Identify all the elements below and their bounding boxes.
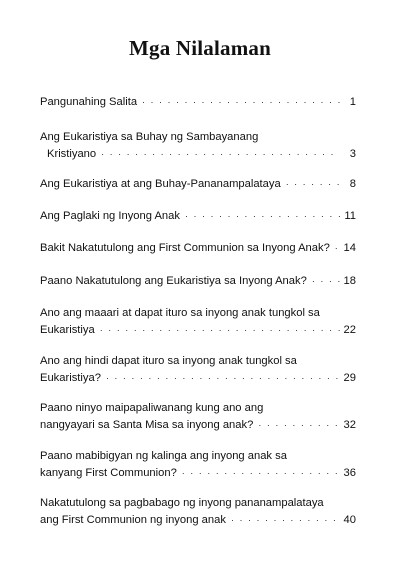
toc-page-number: 3: [349, 148, 356, 160]
toc-page-number: 22: [343, 324, 356, 336]
toc-page-number: 8: [349, 178, 356, 190]
page-title: Mga Nilalaman: [128, 36, 271, 60]
toc-page-number: 32: [343, 419, 356, 431]
dot-leader: [100, 322, 340, 339]
toc-entry: [40, 273, 356, 290]
dot-leader: [312, 273, 340, 290]
dot-leader: [142, 94, 340, 111]
dot-leader: [182, 465, 340, 482]
toc-entry: [40, 208, 356, 225]
toc-entry-title-line1: Ano ang maaari at dapat ituro sa inyong anak tungkol sa: [40, 307, 320, 319]
toc-entry: [40, 176, 356, 193]
dot-leader: [101, 146, 340, 163]
toc-entry: [40, 305, 356, 339]
toc-entry-title: Ang Eukaristiya at ang Buhay-Pananampalataya: [40, 178, 281, 190]
toc-entry-title-line2: ang First Communion ng inyong anak: [40, 514, 226, 526]
toc-page-number: 14: [343, 242, 356, 254]
dot-leader: [286, 176, 340, 193]
toc-entry: [40, 495, 356, 529]
toc-entry-title-line1: Paano ninyo maipapaliwanang kung ano ang: [40, 402, 264, 414]
toc-page-number: 40: [343, 514, 356, 526]
toc-page-number: 18: [343, 275, 356, 287]
toc-entry-title: Pangunahing Salita: [40, 96, 138, 108]
toc-entry-title: Bakit Nakatutulong ang First Communion sa Inyong Anak?: [40, 242, 330, 254]
toc-page-number: 36: [343, 467, 356, 479]
toc-entry: [40, 353, 356, 387]
toc-entry-title-line1: Ano ang hindi dapat ituro sa inyong anak tungkol sa: [40, 355, 297, 367]
toc-page-number: 29: [343, 372, 356, 384]
toc-entry-title-line1: Nakatutulong sa pagbabago ng inyong pananampalataya: [40, 497, 324, 509]
toc-entry-title-line1: Ang Eukaristiya sa Buhay ng Sambayanang: [40, 131, 259, 143]
toc-entry: [40, 448, 356, 482]
toc-entry-title-line2: kanyang First Communion?: [40, 467, 177, 479]
toc-entry-title: Paano Nakatutulong ang Eukaristiya sa Inyong Anak?: [40, 275, 307, 287]
toc-entry-title-line2: Kristiyano: [47, 148, 97, 160]
toc-entry: [40, 129, 356, 163]
dot-leader: [185, 208, 340, 225]
toc-page-number: 1: [349, 96, 356, 108]
toc-entry-title-line1: Paano mabibigyan ng kalinga ang inyong anak sa: [40, 450, 287, 462]
dot-leader: [335, 240, 340, 257]
dot-leader: [258, 417, 339, 434]
toc-entry: [40, 94, 356, 111]
toc-entry: [40, 240, 356, 257]
toc-entry-title-line2: Eukaristiya?: [40, 372, 101, 384]
toc-page-number: 11: [344, 210, 356, 222]
toc-entry-title: Ang Paglaki ng Inyong Anak: [40, 210, 180, 222]
toc-entry-title-line2: nangyayari sa Santa Misa sa inyong anak?: [40, 419, 254, 431]
toc-entry-title-line2: Eukaristiya: [40, 324, 95, 336]
dot-leader: [231, 512, 340, 529]
dot-leader: [106, 370, 340, 387]
toc-entry: [40, 400, 356, 434]
